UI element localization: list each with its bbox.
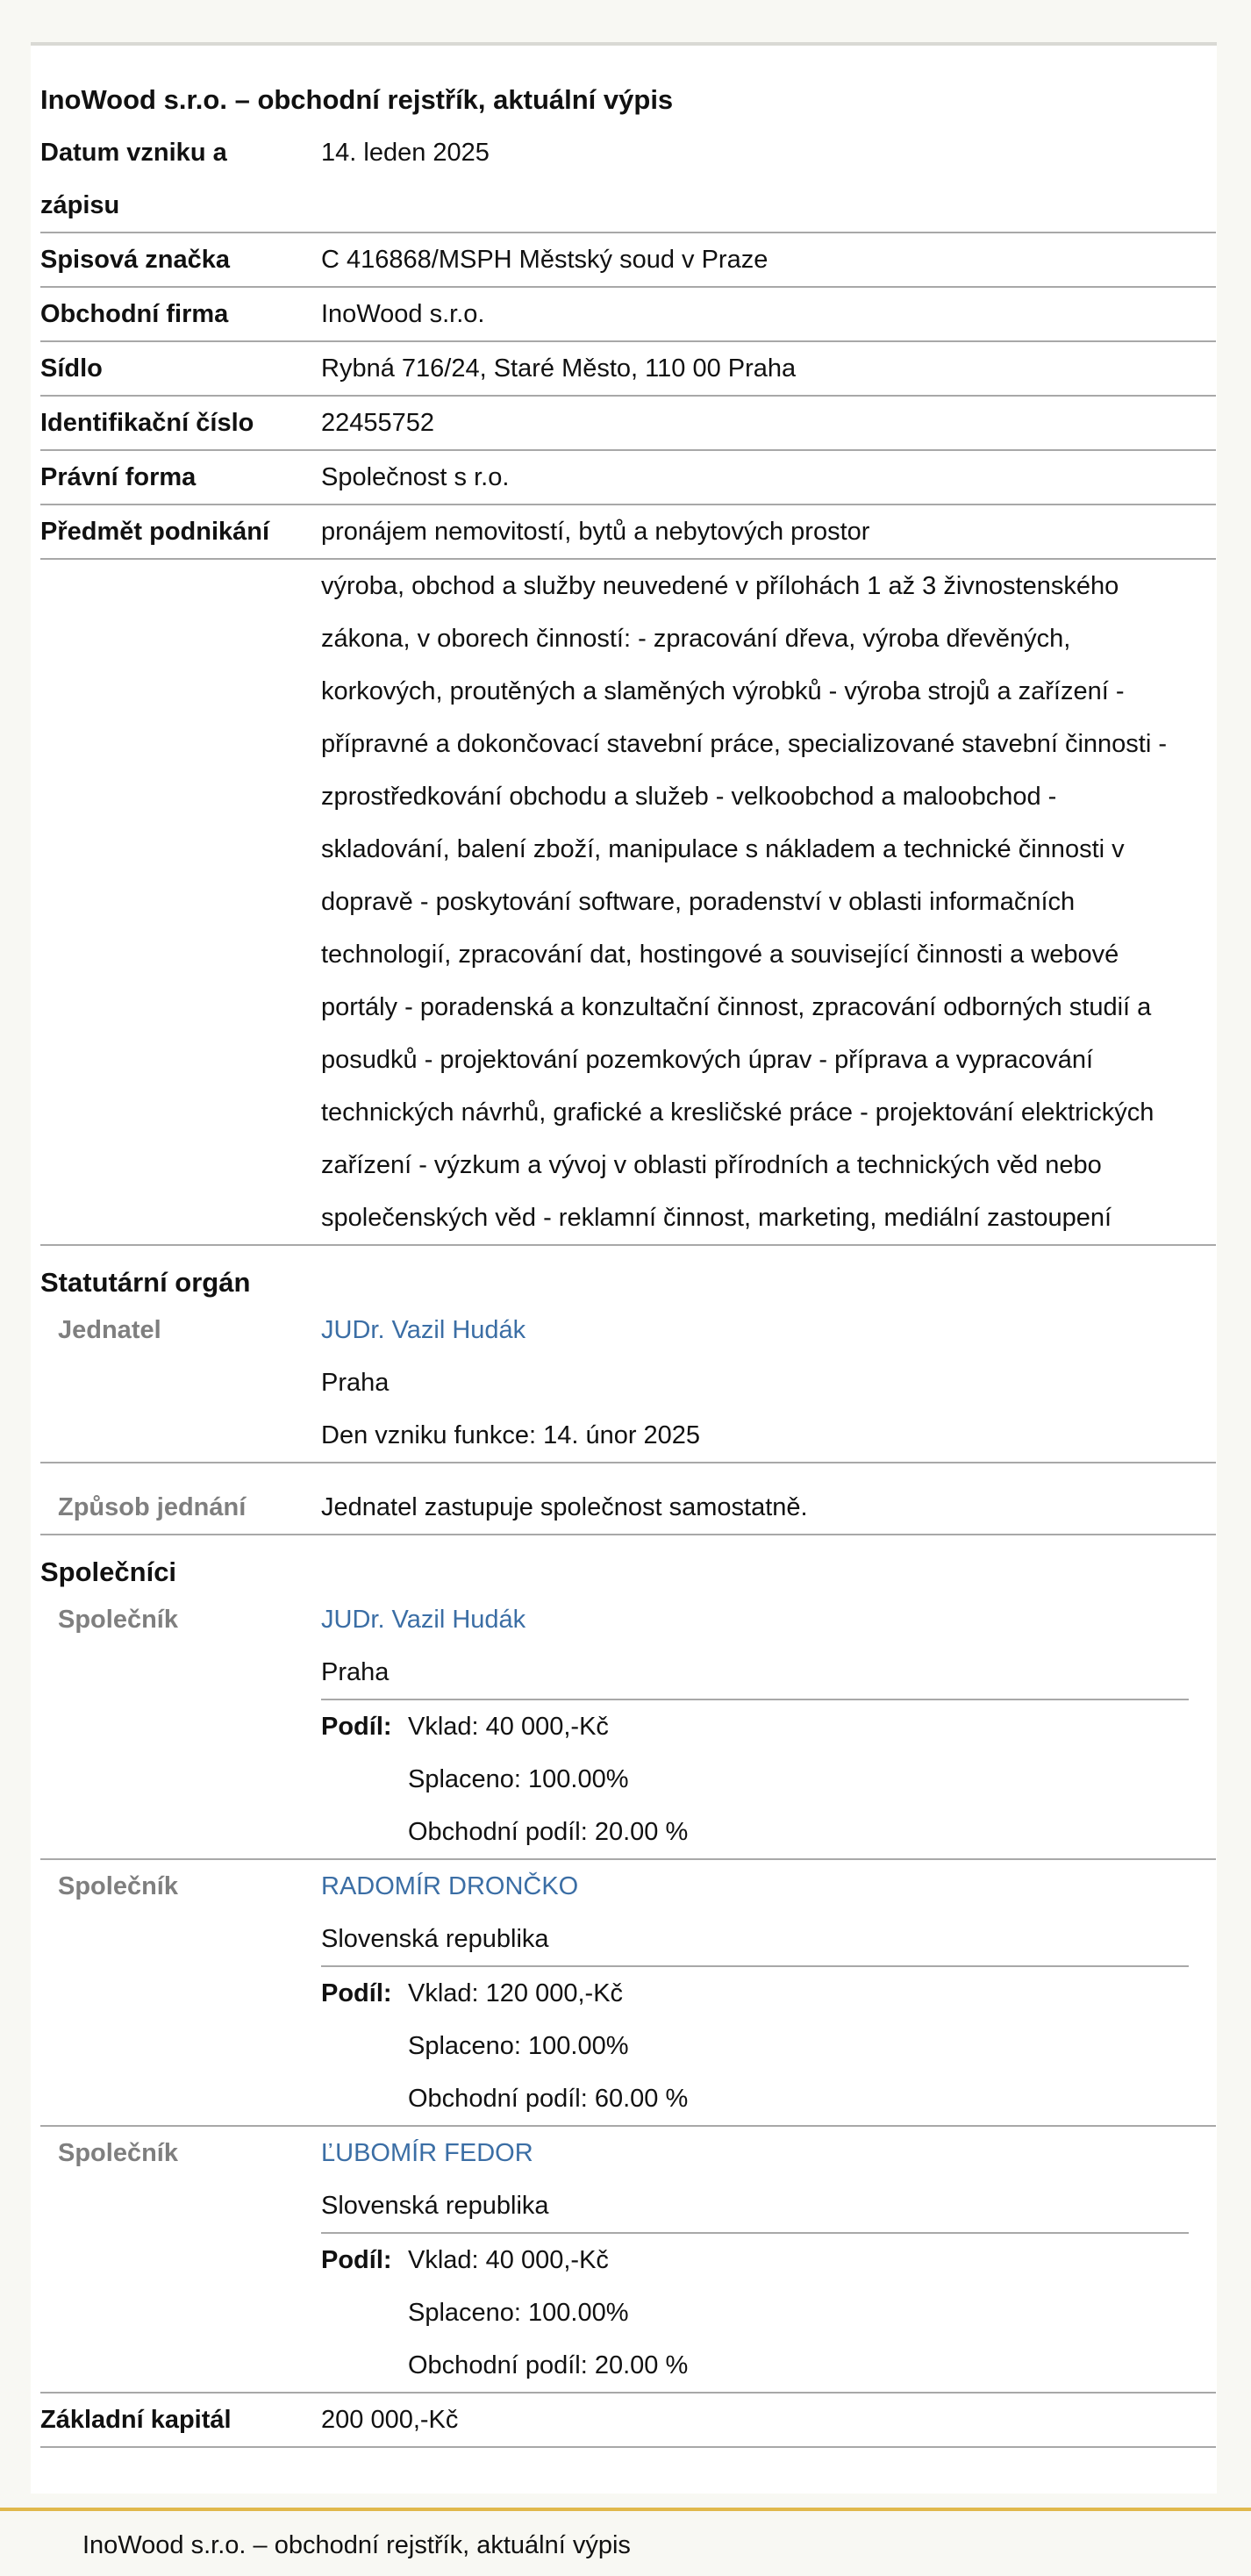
row-label [40, 126, 321, 232]
text-line: společenských věd - reklamní činnost, marketing, mediální zastoupení [321, 1204, 1112, 1232]
text-line: posudků - projektování pozemkových úprav - příprava a vypracování [321, 1046, 1094, 1074]
row-sidlo [40, 342, 1216, 397]
row-value: 14. leden 2025 [321, 139, 490, 167]
text-line: zákona, v oborech činností: - zpracování dřeva, výroba dřevěných, [321, 625, 1071, 653]
row-label: Spisová značka [40, 246, 230, 274]
obchodni-podil: Obchodní podíl: 20.00 % [408, 1818, 689, 1846]
register-content [40, 46, 1216, 2448]
row-label: Základní kapitál [40, 2406, 232, 2434]
podil-block [321, 1965, 1189, 2125]
row-label: Společník [58, 1872, 178, 1900]
row-value: InoWood s.r.o. [321, 300, 485, 328]
row-value [321, 1593, 1216, 1858]
page-title: InoWood s.r.o. – obchodní rejstřík, aktuální výpis [40, 84, 674, 115]
podil-values [408, 1967, 1189, 2125]
row-jednatel [40, 1304, 1216, 1463]
row-value: 200 000,-Kč [321, 2406, 459, 2434]
row-predmet-podnikani [40, 505, 1216, 560]
section-heading-spolecnici: Společníci [40, 1556, 177, 1587]
obchodni-podil: Obchodní podíl: 20.00 % [408, 2351, 689, 2379]
row-ico [40, 397, 1216, 451]
row-label: Sídlo [40, 354, 103, 383]
label-line-2: zápisu [40, 191, 120, 219]
row-value: pronájem nemovitostí, bytů a nebytových prostor [321, 518, 870, 546]
row-spolecnik [40, 1860, 1216, 2127]
row-value: Společnost s r.o. [321, 463, 510, 491]
podil-label: Podíl: [321, 2246, 392, 2274]
label-line-1: Datum vzniku a [40, 139, 227, 167]
row-predmet-podnikani-2 [40, 560, 1216, 1246]
row-value [321, 2127, 1216, 2392]
row-obchodni-firma [40, 288, 1216, 342]
row-label: Jednatel [58, 1316, 161, 1344]
row-pravni-forma [40, 451, 1216, 505]
text-line: skladování, balení zboží, manipulace s nákladem a technické činnosti v [321, 835, 1125, 863]
row-label-empty [40, 560, 321, 1244]
obchodni-podil: Obchodní podíl: 60.00 % [408, 2085, 689, 2113]
row-spolecnik [40, 1593, 1216, 1860]
text-line: korkových, proutěných a slaměných výrobků - výroba strojů a zařízení - [321, 677, 1125, 705]
text-line: portály - poradenská a konzultační činnost, zpracování odborných studií a [321, 993, 1152, 1021]
text-line: zařízení - výzkum a vývoj v oblasti přírodních a technických věd nebo [321, 1151, 1102, 1179]
podil-values [408, 1700, 1189, 1858]
podil-values [408, 2234, 1189, 2392]
row-value [321, 560, 1216, 1244]
person-link[interactable]: JUDr. Vazil Hudák [321, 1606, 526, 1634]
row-spisova-znacka [40, 233, 1216, 288]
text-line: technických návrhů, grafické a kresličské práce - projektování elektrických [321, 1098, 1154, 1127]
person-place: Slovenská republika [321, 1925, 549, 1953]
text-line: dopravě - poskytování software, poradenství v oblasti informačních [321, 888, 1076, 916]
row-value [321, 1860, 1216, 2125]
row-datum-vzniku [40, 126, 1216, 233]
text-line: zprostředkování obchodu a služeb - velkoobchod a maloobchod - [321, 783, 1057, 811]
function-since: Den vzniku funkce: 14. únor 2025 [321, 1421, 701, 1449]
row-label: Předmět podnikání [40, 518, 270, 546]
row-value [321, 1304, 1216, 1462]
person-place: Praha [321, 1658, 390, 1686]
footer-accent-line [0, 2508, 1251, 2511]
vklad: Vklad: 40 000,-Kč [408, 1713, 609, 1741]
row-value: Rybná 716/24, Staré Město, 110 00 Praha [321, 354, 797, 383]
person-link[interactable]: RADOMÍR DRONČKO [321, 1872, 579, 1900]
vklad: Vklad: 40 000,-Kč [408, 2246, 609, 2274]
person-link[interactable]: JUDr. Vazil Hudák [321, 1316, 526, 1344]
row-spolecnik [40, 2127, 1216, 2394]
splaceno: Splaceno: 100.00% [408, 2032, 629, 2060]
text-line: výroba, obchod a služby neuvedené v přílohách 1 až 3 živnostenského [321, 572, 1119, 600]
person-link[interactable]: ĽUBOMÍR FEDOR [321, 2139, 533, 2167]
row-label: Právní forma [40, 463, 197, 491]
register-card [31, 46, 1217, 2494]
podil-block [321, 2232, 1189, 2392]
person-city: Praha [321, 1369, 390, 1397]
footer-text: InoWood s.r.o. – obchodní rejstřík, aktuální výpis [82, 2531, 631, 2559]
row-label: Identifikační číslo [40, 409, 254, 437]
podil-label: Podíl: [321, 1713, 392, 1741]
row-value: C 416868/MSPH Městský soud v Praze [321, 246, 768, 274]
row-label: Společník [58, 2139, 178, 2167]
row-label: Společník [58, 1606, 178, 1634]
splaceno: Splaceno: 100.00% [408, 2299, 629, 2327]
row-value: Jednatel zastupuje společnost samostatně. [321, 1493, 808, 1521]
text-line: technologií, zpracování dat, hostingové a související činnosti a webové [321, 941, 1119, 969]
row-label: Způsob jednání [58, 1493, 247, 1521]
row-value: 22455752 [321, 409, 435, 437]
podil-label: Podíl: [321, 1979, 392, 2007]
section-heading-statutarni: Statutární orgán [40, 1267, 251, 1298]
podil-block [321, 1699, 1189, 1858]
splaceno: Splaceno: 100.00% [408, 1765, 629, 1793]
row-label: Obchodní firma [40, 300, 229, 328]
row-zpusob-jednani [40, 1481, 1216, 1535]
row-zakladni-kapital [40, 2394, 1216, 2448]
text-line: přípravné a dokončovací stavební práce, specializované stavební činnosti - [321, 730, 1167, 758]
person-place: Slovenská republika [321, 2192, 549, 2220]
vklad: Vklad: 120 000,-Kč [408, 1979, 624, 2007]
